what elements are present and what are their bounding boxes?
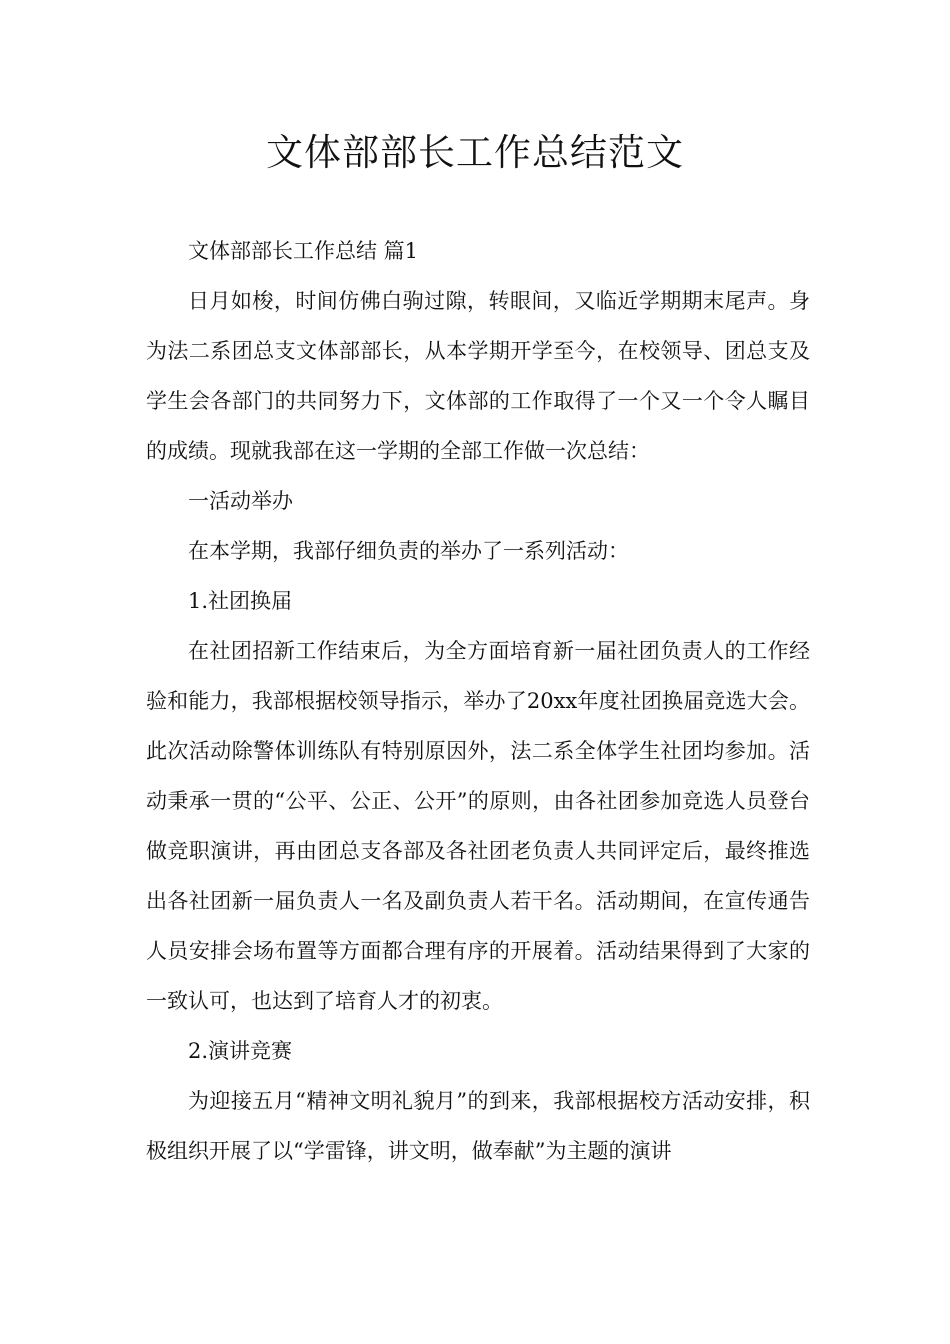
section-heading: 一活动举办 [188,489,293,513]
paragraph: 日月如梭，时间仿佛白驹过隙，转眼间，又临近学期期末尾声。身为法二系团总支文体部部长，从本学期开学至今，在校领导、团总支及学生会各部门的共同努力下，文体部的工作取得了一个又一个令人瞩目的成绩。现就我部在这一学期的全部工作做一次总结： [146,289,810,463]
section-heading: 文体部部长工作总结 篇1 [188,239,419,263]
document-title: 文体部部长工作总结范文 [266,131,684,174]
paragraph: 在本学期，我部仔细负责的举办了一系列活动： [188,539,629,563]
document-body [146,226,810,1176]
paragraph: 为迎接五月“精神文明礼貌月”的到来，我部根据校方活动安排，积极组织开展了以“学雷锋，讲文明，做奉献”为主题的演讲 [146,1089,810,1163]
subsection-heading: 1.社团换届 [188,589,293,613]
paragraph: 在社团招新工作结束后，为全方面培育新一届社团负责人的工作经验和能力，我部根据校领导指示，举办了20xx年度社团换届竞选大会。此次活动除警体训练队有特别原因外，法二系全体学生社团均参加。活动秉承一贯的“公平、公正、公开”的原则，由各社团参加竞选人员登台做竞职演讲，再由团总支各部及各社团老负责人共同评定后，最终推选出各社团新一届负责人一名及副负责人若干名。活动期间，在宣传通告人员安排会场布置等方面都合理有序的开展着。活动结果得到了大家的一致认可，也达到了培育人才的初衷。 [146,639,810,1013]
subsection-heading: 2.演讲竞赛 [188,1039,293,1063]
